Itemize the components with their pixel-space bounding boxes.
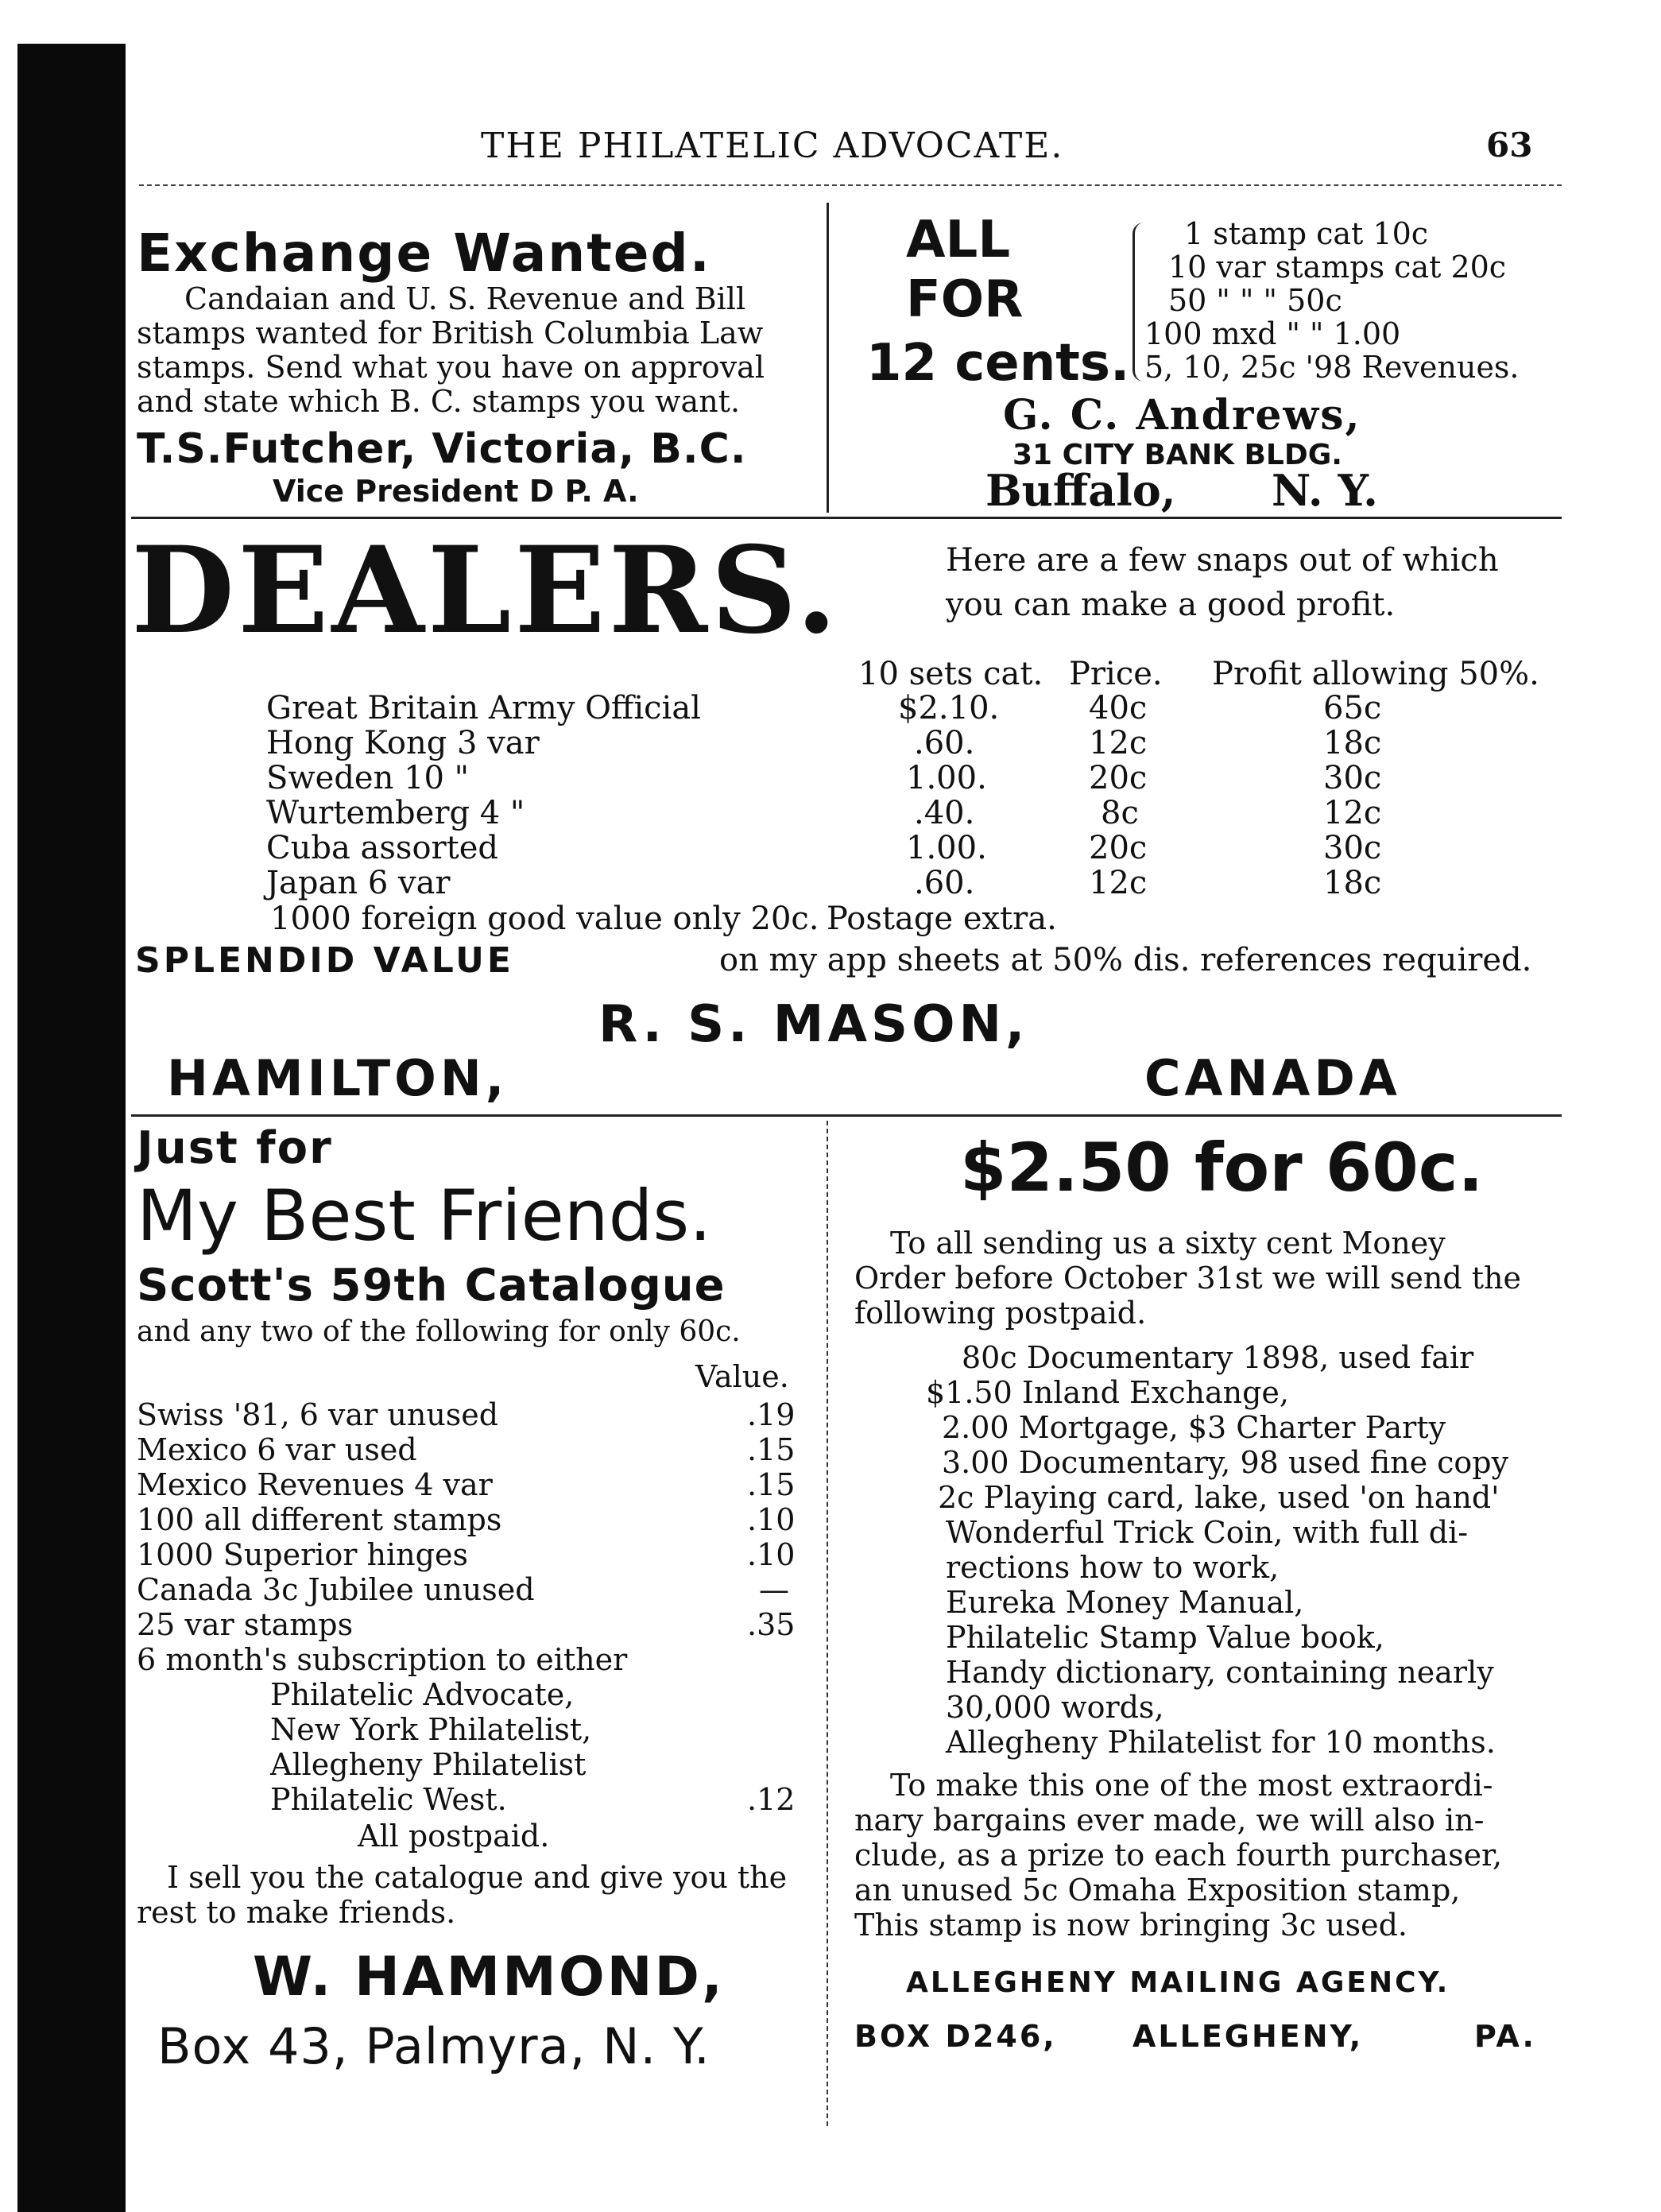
dealer-row-price: 12c	[1089, 725, 1148, 761]
allegheny-closing-line: an unused 5c Omaha Exposition stamp,	[854, 1873, 1461, 1908]
hammond-best-friends: My Best Friends.	[137, 1175, 712, 1257]
hammond-item: 6 month's subscription to either	[137, 1642, 628, 1677]
hammond-sub: Philatelic Advocate,	[270, 1677, 575, 1712]
dealer-row-item: Great Britain Army Official	[266, 690, 701, 726]
allegheny-item: 2.00 Mortgage, $3 Charter Party	[942, 1410, 1446, 1445]
splendid-value: SPLENDID VALUE	[135, 940, 514, 981]
dealer-row-cat: .60.	[914, 865, 975, 901]
hammond-name: W. HAMMOND,	[253, 1946, 725, 2009]
allegheny-intro-line: To all sending us a sixty cent Money	[890, 1226, 1446, 1261]
allegheny-box: BOX D246,	[854, 2019, 1057, 2054]
mason-name: R. S. MASON,	[598, 995, 1029, 1054]
allegheny-city: ALLEGHENY,	[1132, 2019, 1364, 2054]
dealer-row-item: Wurtemberg 4 "	[266, 795, 525, 831]
allegheny-item: 80c Documentary 1898, used fair	[962, 1340, 1474, 1375]
hammond-item-value: .10	[747, 1502, 796, 1537]
allegheny-closing-line: clude, as a prize to each fourth purchaser,	[854, 1838, 1503, 1873]
dealers-heading: DEALERS.	[131, 521, 841, 661]
hammond-sub: Allegheny Philatelist	[270, 1747, 587, 1782]
andrews-item: 5, 10, 25c '98 Revenues.	[1144, 350, 1520, 385]
mason-city: HAMILTON,	[167, 1049, 509, 1107]
allegheny-intro-line: Order before October 31st we will send the	[854, 1261, 1521, 1296]
allegheny-heading: $2.50 for 60c.	[960, 1129, 1484, 1207]
rule-below-dealers	[131, 1114, 1562, 1117]
hammond-closing-line: rest to make friends.	[137, 1895, 456, 1930]
dealer-row-price: 8c	[1101, 795, 1139, 831]
hammond-item: 25 var stamps	[137, 1607, 354, 1642]
dealer-foreign-line: 1000 foreign good value only 20c.	[270, 901, 819, 937]
allegheny-item: Wonderful Trick Coin, with full di-	[946, 1515, 1469, 1550]
hammond-item-value: .15	[747, 1432, 796, 1467]
allegheny-intro-line: following postpaid.	[854, 1296, 1147, 1331]
dealer-row-cat: $2.10.	[898, 690, 1000, 726]
exchange-body-line: and state which B. C. stamps you want.	[137, 384, 741, 419]
hammond-sub: New York Philatelist,	[270, 1712, 592, 1747]
hammond-item-value: .35	[747, 1607, 796, 1642]
col-header-price: Price.	[1069, 656, 1163, 692]
allegheny-closing-line: To make this one of the most extraordi-	[890, 1768, 1493, 1803]
andrews-state: N. Y.	[1272, 465, 1378, 516]
dealer-row-item: Japan 6 var	[266, 865, 451, 901]
andrews-name: G. C. Andrews,	[1003, 391, 1361, 440]
hammond-item: Mexico 6 var used	[137, 1432, 417, 1467]
hammond-item-value: .19	[747, 1397, 796, 1432]
hammond-item: 100 all different stamps	[137, 1502, 502, 1537]
hammond-sub: Philatelic West.	[270, 1782, 507, 1817]
dealer-row-item: Sweden 10 "	[266, 760, 470, 796]
dealer-row-profit: 18c	[1323, 725, 1382, 761]
dealer-row-cat: .60.	[914, 725, 975, 761]
dealer-row-profit: 12c	[1323, 795, 1382, 831]
hammond-item: Mexico Revenues 4 var	[137, 1467, 493, 1502]
hammond-item-value: .10	[747, 1537, 796, 1572]
page-number: 63	[1486, 126, 1533, 165]
allegheny-item: Philatelic Stamp Value book,	[946, 1620, 1384, 1655]
hammond-item: Canada 3c Jubilee unused	[137, 1572, 535, 1607]
andrews-item: 50 " " " 50c	[1168, 283, 1342, 318]
allegheny-closing-line: nary bargains ever made, we will also in-	[854, 1803, 1485, 1838]
dealer-row-item: Cuba assorted	[266, 830, 498, 866]
col-header-profit: Profit allowing 50%.	[1212, 656, 1539, 692]
andrews-city: Buffalo,	[985, 465, 1176, 516]
allegheny-item: $1.50 Inland Exchange,	[926, 1375, 1289, 1410]
mason-country: CANADA	[1144, 1049, 1401, 1107]
allegheny-item: 30,000 words,	[946, 1690, 1164, 1725]
dealer-row-item: Hong Kong 3 var	[266, 725, 540, 761]
dealers-intro-line: you can make a good profit.	[946, 587, 1396, 623]
hammond-item-value: .15	[747, 1467, 796, 1502]
andrews-item: 100 mxd " " 1.00	[1144, 316, 1401, 351]
col-header-cat: 10 sets cat.	[858, 656, 1043, 692]
top-column-divider	[827, 203, 829, 513]
hammond-postpaid: All postpaid.	[358, 1819, 550, 1854]
dealer-row-price: 20c	[1089, 760, 1148, 796]
dealer-row-profit: 65c	[1323, 690, 1382, 726]
exchange-body-line: stamps wanted for British Columbia Law	[137, 316, 764, 351]
dealer-postage-note: Postage extra.	[827, 901, 1057, 937]
andrews-address: 31 CITY BANK BLDG.	[1012, 439, 1342, 471]
dealer-row-price: 20c	[1089, 830, 1148, 866]
allegheny-item: Handy dictionary, containing nearly	[946, 1655, 1494, 1690]
dealer-row-cat: .40.	[914, 795, 975, 831]
dealer-row-profit: 18c	[1323, 865, 1382, 901]
allegheny-name: ALLEGHENY MAILING AGENCY.	[906, 1966, 1450, 1999]
allegheny-item: 3.00 Documentary, 98 used fine copy	[942, 1445, 1509, 1480]
allegheny-item: 2c Playing card, lake, used 'on hand'	[938, 1480, 1500, 1515]
andrews-item: 1 stamp cat 10c	[1184, 216, 1429, 251]
andrews-item: 10 var stamps cat 20c	[1168, 250, 1507, 285]
allegheny-item: Eureka Money Manual,	[946, 1585, 1304, 1620]
hammond-catalogue: Scott's 59th Catalogue	[137, 1260, 726, 1311]
dealer-row-price: 12c	[1089, 865, 1148, 901]
hammond-item: Swiss '81, 6 var unused	[137, 1397, 499, 1432]
andrews-for: FOR	[906, 270, 1024, 329]
andrews-all: ALL	[906, 211, 1011, 269]
hammond-item: 1000 Superior hinges	[137, 1537, 468, 1572]
allegheny-item: rections how to work,	[946, 1550, 1280, 1585]
exchange-body-line: Candaian and U. S. Revenue and Bill	[184, 281, 746, 316]
dealer-row-profit: 30c	[1323, 760, 1382, 796]
hammond-item-value: —	[759, 1572, 789, 1607]
hammond-closing-line: I sell you the catalogue and give you the	[167, 1860, 788, 1895]
dealer-row-price: 40c	[1089, 690, 1148, 726]
allegheny-closing-line: This stamp is now bringing 3c used.	[854, 1908, 1407, 1943]
dealer-row-profit: 30c	[1323, 830, 1382, 866]
exchange-heading: Exchange Wanted.	[137, 223, 711, 284]
binding-edge	[17, 44, 126, 2212]
andrews-price: 12 cents.	[866, 334, 1130, 393]
hammond-sub-value: .12	[747, 1782, 796, 1817]
hammond-address: Box 43, Palmyra, N. Y.	[157, 2017, 710, 2075]
exchange-advertiser: T.S.Futcher, Victoria, B.C.	[137, 425, 747, 473]
dealers-intro-line: Here are a few snaps out of which	[946, 542, 1499, 579]
dealer-row-cat: 1.00.	[906, 760, 987, 796]
header-rule	[139, 184, 1562, 186]
bottom-column-divider	[827, 1121, 828, 2126]
splendid-rest: on my app sheets at 50% dis. references required.	[719, 942, 1532, 978]
running-title: THE PHILATELIC ADVOCATE.	[481, 126, 1064, 166]
dealer-row-cat: 1.00.	[906, 830, 987, 866]
hammond-offer: and any two of the following for only 60c.	[137, 1315, 741, 1348]
hammond-value-label: Value.	[695, 1359, 789, 1394]
rule-above-dealers	[131, 517, 1562, 519]
hammond-just-for: Just for	[137, 1122, 333, 1174]
exchange-advertiser-title: Vice President D P. A.	[273, 474, 639, 509]
allegheny-state: PA.	[1474, 2019, 1536, 2054]
allegheny-item: Allegheny Philatelist for 10 months.	[946, 1725, 1496, 1760]
exchange-body-line: stamps. Send what you have on approval	[137, 350, 765, 385]
